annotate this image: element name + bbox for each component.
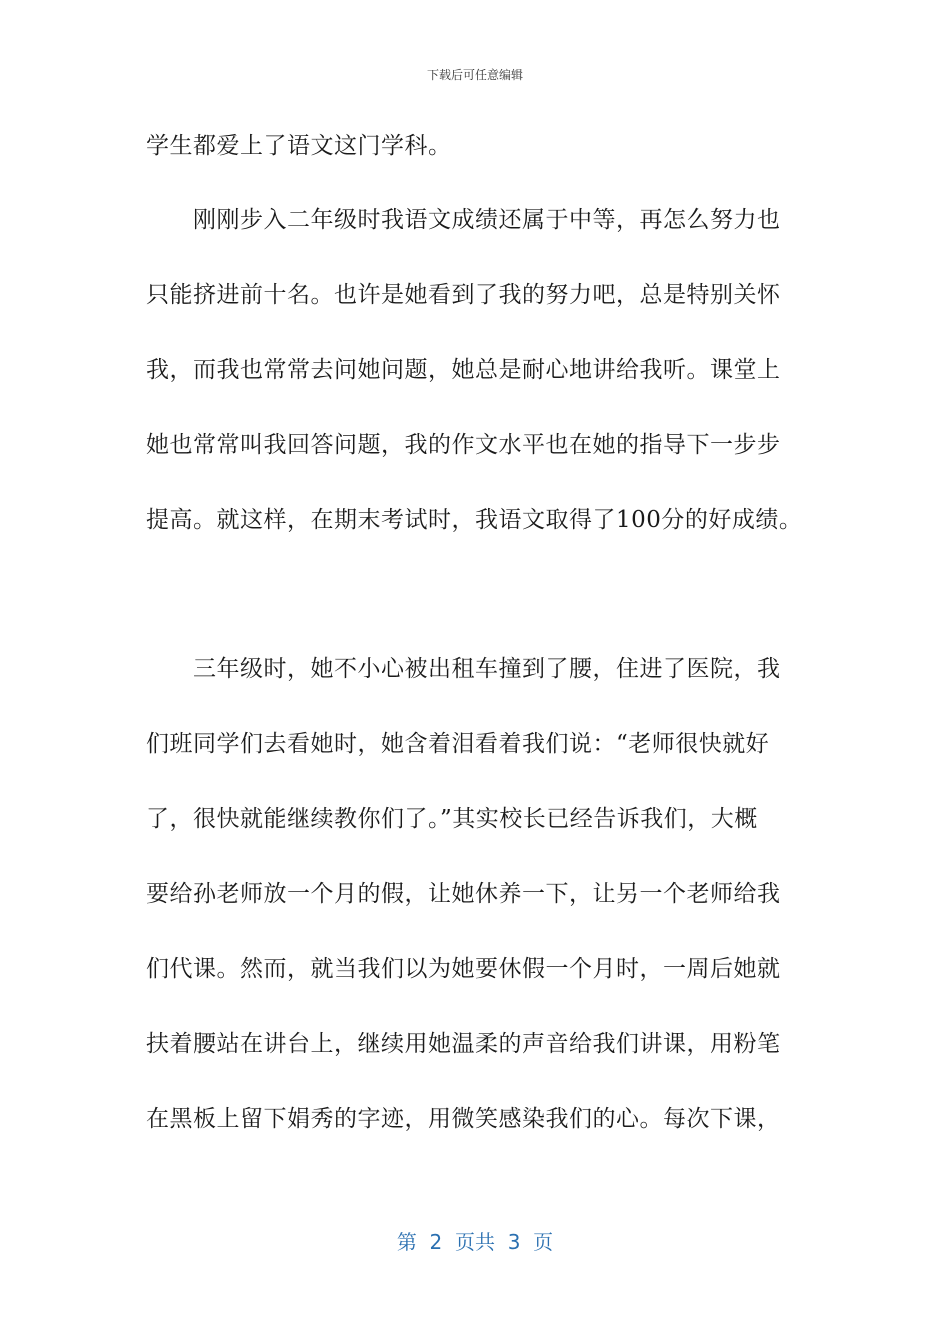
text-line: 我，而我也常常去问她问题，她总是耐心地讲给我听。课堂上 (146, 357, 781, 383)
text-line: 三年级时，她不小心被出租车撞到了腰，住进了医院，我 (146, 656, 781, 682)
text-line: 了，很快就能继续教你们了。”其实校长已经告诉我们，大概 (146, 806, 758, 832)
text-line: 要给孙老师放一个月的假，让她休养一下，让另一个老师给我 (146, 881, 781, 907)
page-footer (0, 1226, 950, 1255)
text-line: 她也常常叫我回答问题，我的作文水平也在她的指导下一步步 (146, 432, 781, 458)
text-line: 们班同学们去看她时，她含着泪看着我们说：“老师很快就好 (146, 731, 770, 757)
page-header: 下载后可任意编辑 (426, 68, 523, 82)
text-line: 在黑板上留下娟秀的字迹，用微笑感染我们的心。每次下课， (146, 1106, 781, 1132)
text-line: 扶着腰站在讲台上，继续用她温柔的声音给我们讲课，用粉笔 (146, 1031, 781, 1057)
page-number: 第 2 页共 3 页 (396, 1230, 554, 1254)
text-line: 刚刚步入二年级时我语文成绩还属于中等，再怎么努力也 (146, 207, 781, 233)
text-line: 学生都爱上了语文这门学科。 (146, 133, 452, 159)
text-line: 们代课。然而，就当我们以为她要休假一个月时，一周后她就 (146, 956, 781, 982)
text-line: 提高。就这样，在期末考试时，我语文取得了100分的好成绩。 (146, 507, 803, 533)
text-line: 只能挤进前十名。也许是她看到了我的努力吧，总是特别关怀 (146, 282, 781, 308)
